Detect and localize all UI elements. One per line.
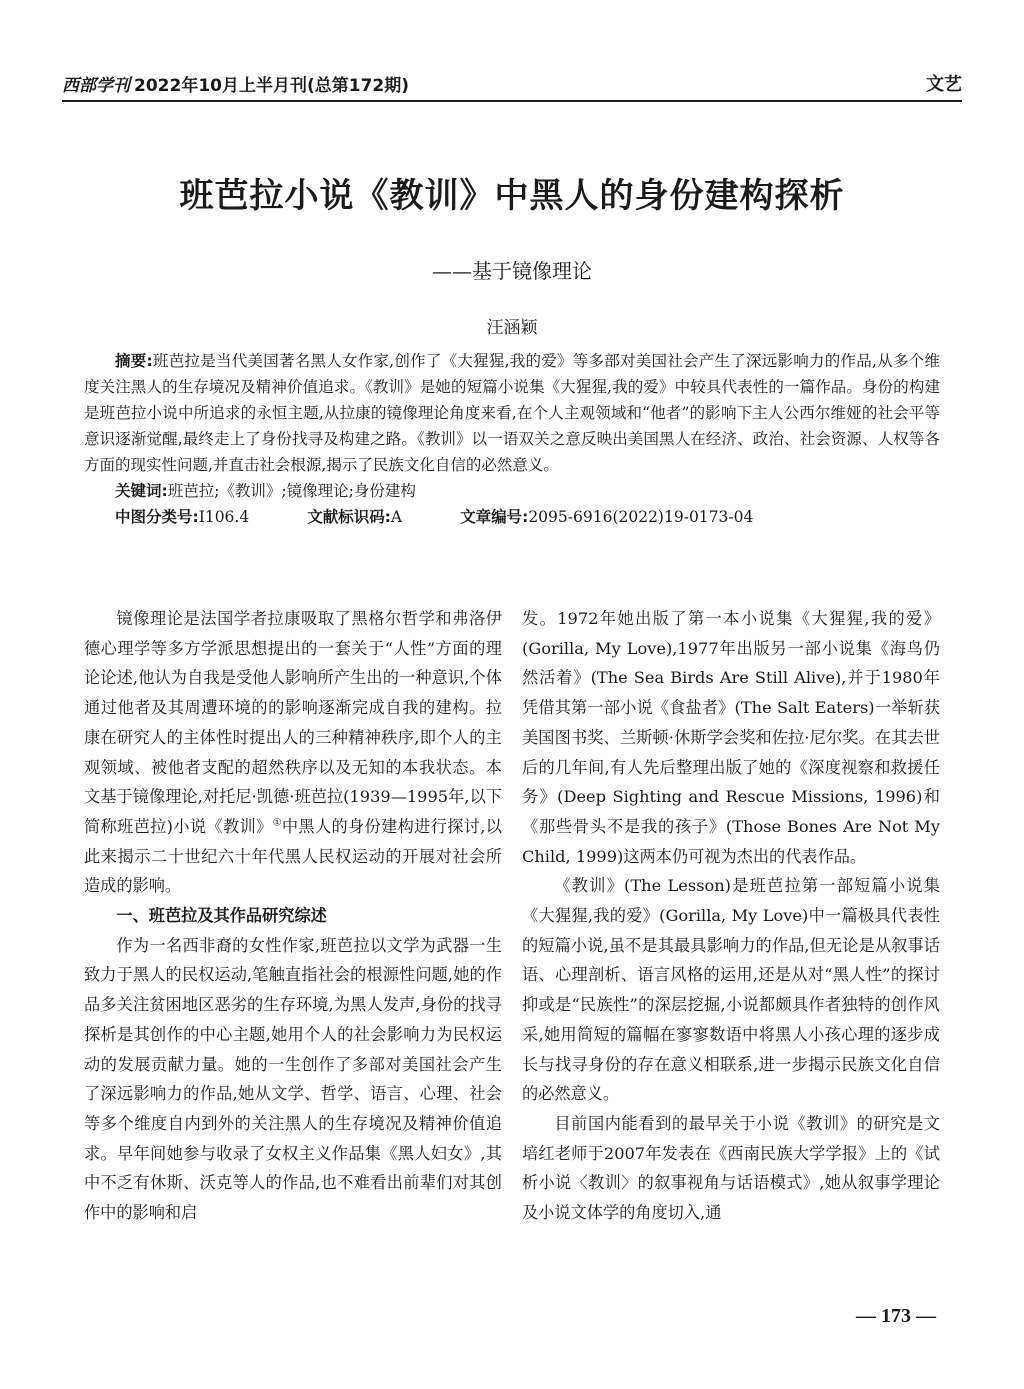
clc-label: 中图分类号: [115, 508, 199, 526]
abstract-label: 摘要: [115, 352, 153, 370]
footnote-marker[interactable]: ① [272, 817, 282, 829]
doc-label: 文献标识码: [307, 508, 391, 526]
abstract-block [84, 348, 940, 530]
right-column [522, 604, 940, 1228]
art-label: 文章编号: [460, 508, 529, 526]
clc-code [115, 504, 249, 530]
art-value: 2095-6916(2022)19-0173-04 [528, 508, 754, 526]
issue-info: 2022年10月上半月刊(总第172期) [134, 76, 409, 96]
running-header [62, 62, 962, 102]
paragraph [84, 604, 502, 901]
page-number: — 173 — [856, 1305, 936, 1327]
article-code [460, 504, 753, 530]
paragraph-text: 中黑人的身份建构进行探讨,以此来揭示二十世纪六十年代黑人民权运动的开展对社会所造成的影响。 [84, 816, 502, 896]
author-name: 汪涵颖 [486, 318, 538, 338]
journal-info [62, 71, 409, 96]
doc-value: A [390, 508, 403, 526]
keywords [84, 478, 940, 504]
doc-code [307, 504, 402, 530]
clc-value: I106.4 [198, 508, 250, 526]
abstract [84, 348, 940, 478]
article-title: 班芭拉小说《教训》中黑人的身份建构探析 [179, 176, 845, 216]
section-label: 文艺 [926, 74, 962, 95]
classification-row [115, 504, 940, 530]
paragraph: 《教训》(The Lesson)是班芭拉第一部短篇小说集《大猩猩,我的爱》(Gorilla, My Love)中一篇极具代表性的短篇小说,虽不是其最具影响力的作品,但无论是从叙事话语、心理剖析、语言风格的运用,还是从对“黑人性”的探讨抑或是“民族性”的深层挖掘,小说都颇具作者独特的创作风采,她用简短的篇幅在寥寥数语中将黑人小孩心理的逐步成长与找寻身份的存在意义相联系,进一步揭示民族文化自信的必然意义。 [522, 876, 940, 1104]
section-heading: 一、班芭拉及其作品研究综述 [116, 906, 327, 926]
paragraph-text: 镜像理论是法国学者拉康吸取了黑格尔哲学和弗洛伊德心理学等多方学派思想提出的一套关于“人性”方面的理论论述,他认为自我是受他人影响所产生出的一种意识,个体通过他者及其周遭环境的的影响逐渐完成自我的建构。拉康在研究人的主体性时提出人的三种精神秩序,即个人的主观领域、被他者支配的超然秩序以及无知的本我状态。本文基于镜像理论,对托尼·凯德·班芭拉(1939—1995年,以下简称班芭拉)小说《教训》 [84, 609, 502, 836]
article-subtitle: ——基于镜像理论 [432, 259, 592, 283]
paragraph: 发。1972年她出版了第一本小说集《大猩猩,我的爱》(Gorilla, My Love),1977年出版另一部小说集《海鸟仍然活着》(The Sea Birds Are Still Alive),并于1980年凭借其第一部小说《食盐者》(The Salt Eaters)一举斩获美国图书奖、兰斯顿·休斯学会奖和佐拉·尼尔奖。在其去世后的几年间,有人先后整理出版了她的《深度视察和救援任务》(Deep Sighting and Rescue Missions, 1996)和《那些骨头不是我的孩子》(Those Bones Are Not My Child, 1999)这两本仍可视为杰出的代表作品。 [522, 609, 940, 866]
left-column [84, 604, 502, 1228]
keywords-text: 班芭拉;《教训》;镜像理论;身份建构 [167, 482, 416, 500]
keywords-label: 关键词: [115, 482, 168, 500]
paragraph: 目前国内能看到的最早关于小说《教训》的研究是文培红老师于2007年发表在《西南民族大学学报》上的《试析小说〈教训〉的叙事视角与话语模式》,她从叙事学理论及小说文体学的角度切入,通 [522, 1113, 940, 1223]
journal-name: 西部学刊 [62, 76, 130, 96]
paragraph: 作为一名西非裔的女性作家,班芭拉以文学为武器一生致力于黑人的民权运动,笔触直指社会的根源性问题,她的作品多关注贫困地区恶劣的生存环境,为黑人发声,身份的找寻探析是其创作的中心主题,她用个人的社会影响力为民权运动的发展贡献力量。她的一生创作了多部对美国社会产生了深远影响力的作品,她从文学、哲学、语言、心理、社会等多个维度自内到外的关注黑人的生存境况及精神价值追求。早年间她参与收录了女权主义作品集《黑人妇女》,其中不乏有休斯、沃克等人的作品,也不难看出前辈们对其创作中的影响和启 [84, 935, 502, 1223]
body-columns [84, 604, 940, 1228]
abstract-text: 班芭拉是当代美国著名黑人女作家,创作了《大猩猩,我的爱》等多部对美国社会产生了深远影响力的作品,从多个维度关注黑人的生存境况及精神价值追求。《教训》是她的短篇小说集《大猩猩,我的爱》中较具代表性的一篇作品。身份的构建是班芭拉小说中所追求的永恒主题,从拉康的镜像理论角度来看,在个人主观领域和“他者”的影响下主人公西尔维娅的社会平等意识逐渐觉醒,最终走上了身份找寻及构建之路。《教训》以一语双关之意反映出美国黑人在经济、政治、社会资源、人权等各方面的现实性问题,并直击社会根源,揭示了民族文化自信的必然意义。 [84, 352, 940, 474]
